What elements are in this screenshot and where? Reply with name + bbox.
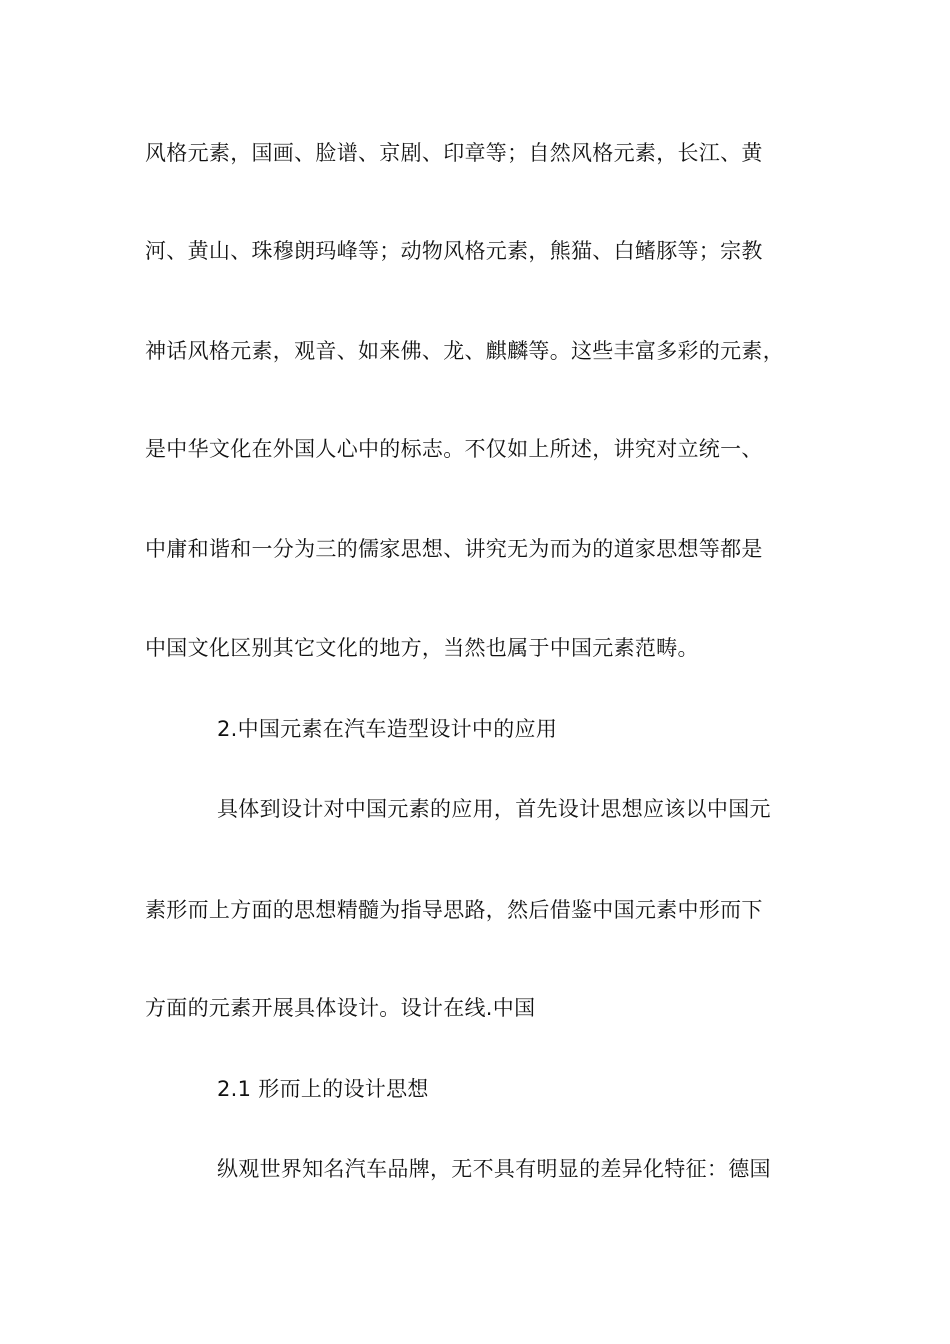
paragraph-line: 具体到设计对中国元素的应用，首先设计思想应该以中国元 xyxy=(217,797,771,821)
paragraph-line: 纵观世界知名汽车品牌，无不具有明显的差异化特征：德国 xyxy=(217,1157,771,1181)
paragraph-line: 方面的元素开展具体设计。设计在线.中国 xyxy=(145,996,536,1020)
section-heading: 2.中国元素在汽车造型设计中的应用 xyxy=(217,717,558,741)
paragraph-line: 河、黄山、珠穆朗玛峰等；动物风格元素，熊猫、白鳍豚等；宗教 xyxy=(145,239,763,263)
paragraph-line: 素形而上方面的思想精髓为指导思路，然后借鉴中国元素中形而下 xyxy=(145,898,763,922)
paragraph-line: 风格元素，国画、脸谱、京剧、印章等；自然风格元素，长江、黄 xyxy=(145,141,763,165)
paragraph-line: 中国文化区别其它文化的地方，当然也属于中国元素范畴。 xyxy=(145,636,699,660)
paragraph-line: 是中华文化在外国人心中的标志。不仅如上所述，讲究对立统一、 xyxy=(145,437,763,461)
paragraph-line: 神话风格元素，观音、如来佛、龙、麒麟等。这些丰富多彩的元素， xyxy=(145,339,784,363)
paragraph-line: 中庸和谐和一分为三的儒家思想、讲究无为而为的道家思想等都是 xyxy=(145,537,763,561)
subsection-heading: 2.1 形而上的设计思想 xyxy=(217,1077,429,1101)
